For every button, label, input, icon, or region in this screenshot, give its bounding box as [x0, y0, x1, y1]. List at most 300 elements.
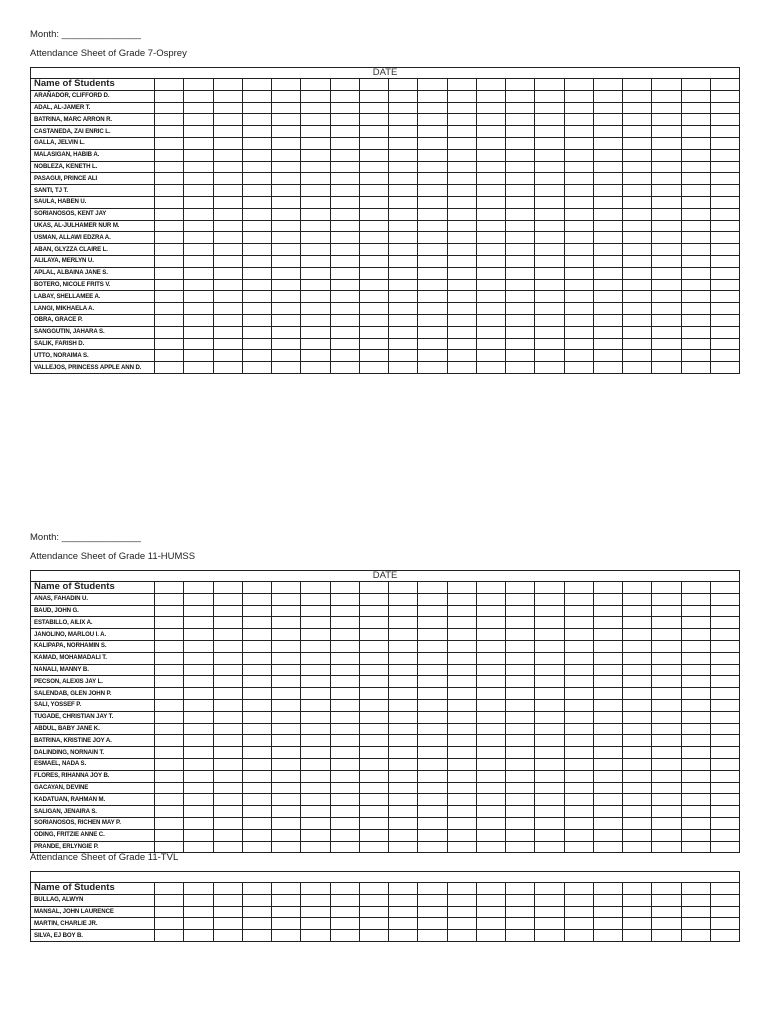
attendance-cell: [184, 664, 213, 676]
attendance-cell: [593, 291, 622, 303]
student-name: SALIGAN, JENAIRA S.: [31, 806, 155, 818]
attendance-cell: [447, 770, 476, 782]
attendance-cell: [155, 918, 184, 930]
attendance-cell: [593, 173, 622, 185]
attendance-cell: [155, 676, 184, 688]
attendance-cell: [564, 930, 593, 942]
attendance-cell: [184, 114, 213, 126]
attendance-cell: [301, 794, 330, 806]
attendance-cell: [535, 735, 564, 747]
attendance-cell: [535, 640, 564, 652]
attendance-cell: [476, 593, 505, 605]
attendance-cell: [447, 267, 476, 279]
attendance-cell: [242, 794, 271, 806]
attendance-cell: [184, 326, 213, 338]
attendance-cell: [330, 906, 359, 918]
attendance-cell: [476, 664, 505, 676]
student-row: [31, 676, 740, 688]
attendance-cell: [564, 688, 593, 700]
attendance-cell: [447, 688, 476, 700]
attendance-cell: [242, 711, 271, 723]
attendance-cell: [710, 173, 739, 185]
attendance-cell: [476, 267, 505, 279]
attendance-cell: [389, 326, 418, 338]
attendance-cell: [564, 208, 593, 220]
attendance-cell: [535, 676, 564, 688]
student-name: SORIANOSOS, RICHEN MAY P.: [31, 817, 155, 829]
attendance-cell: [447, 114, 476, 126]
attendance-cell: [447, 711, 476, 723]
attendance-cell: [476, 688, 505, 700]
attendance-cell: [272, 303, 301, 315]
attendance-cell: [652, 326, 681, 338]
attendance-cell: [155, 894, 184, 906]
attendance-cell: [623, 605, 652, 617]
attendance-cell: [623, 267, 652, 279]
date-column-cell: [710, 79, 739, 91]
attendance-cell: [447, 894, 476, 906]
attendance-cell: [593, 196, 622, 208]
attendance-cell: [623, 303, 652, 315]
attendance-cell: [242, 770, 271, 782]
attendance-cell: [623, 735, 652, 747]
attendance-cell: [418, 149, 447, 161]
attendance-cell: [330, 747, 359, 759]
attendance-cell: [389, 196, 418, 208]
attendance-cell: [564, 114, 593, 126]
attendance-cell: [623, 291, 652, 303]
date-header: [31, 872, 740, 883]
attendance-cell: [301, 806, 330, 818]
attendance-cell: [623, 149, 652, 161]
attendance-cell: [476, 208, 505, 220]
attendance-cell: [535, 629, 564, 641]
attendance-cell: [301, 244, 330, 256]
attendance-cell: [359, 930, 388, 942]
attendance-cell: [447, 640, 476, 652]
attendance-cell: [652, 735, 681, 747]
attendance-cell: [242, 930, 271, 942]
attendance-cell: [535, 758, 564, 770]
attendance-cell: [359, 723, 388, 735]
attendance-cell: [506, 688, 535, 700]
attendance-cell: [389, 593, 418, 605]
attendance-cell: [593, 161, 622, 173]
attendance-cell: [330, 126, 359, 138]
attendance-cell: [681, 782, 710, 794]
attendance-cell: [623, 255, 652, 267]
attendance-cell: [593, 770, 622, 782]
date-column-cell: [652, 582, 681, 594]
attendance-cell: [564, 829, 593, 841]
sheet-title-grade11-humss: Attendance Sheet of Grade 11-HUMSS: [30, 551, 196, 562]
attendance-cell: [213, 326, 242, 338]
attendance-cell: [359, 220, 388, 232]
attendance-cell: [359, 185, 388, 197]
attendance-cell: [681, 711, 710, 723]
attendance-cell: [272, 173, 301, 185]
attendance-cell: [564, 137, 593, 149]
attendance-cell: [564, 605, 593, 617]
attendance-cell: [359, 794, 388, 806]
attendance-cell: [506, 758, 535, 770]
attendance-cell: [330, 291, 359, 303]
attendance-cell: [447, 149, 476, 161]
attendance-cell: [447, 350, 476, 362]
attendance-cell: [506, 829, 535, 841]
attendance-cell: [213, 303, 242, 315]
student-row: [31, 303, 740, 315]
attendance-cell: [564, 90, 593, 102]
attendance-cell: [330, 149, 359, 161]
student-row: [31, 829, 740, 841]
attendance-cell: [301, 723, 330, 735]
attendance-cell: [389, 232, 418, 244]
attendance-cell: [359, 817, 388, 829]
date-column-cell: [184, 582, 213, 594]
attendance-cell: [301, 735, 330, 747]
date-column-cell: [155, 883, 184, 895]
attendance-cell: [710, 640, 739, 652]
attendance-cell: [242, 918, 271, 930]
attendance-cell: [359, 770, 388, 782]
attendance-cell: [710, 794, 739, 806]
attendance-cell: [681, 629, 710, 641]
attendance-cell: [242, 894, 271, 906]
student-name: SANGGUTIN, JAHARA S.: [31, 326, 155, 338]
attendance-cell: [155, 220, 184, 232]
attendance-cell: [476, 185, 505, 197]
attendance-cell: [593, 267, 622, 279]
attendance-cell: [155, 930, 184, 942]
attendance-cell: [652, 758, 681, 770]
attendance-cell: [652, 114, 681, 126]
attendance-cell: [184, 149, 213, 161]
attendance-cell: [535, 114, 564, 126]
attendance-cell: [213, 629, 242, 641]
attendance-cell: [301, 782, 330, 794]
attendance-cell: [476, 232, 505, 244]
attendance-cell: [593, 114, 622, 126]
attendance-table-grade7: [30, 67, 740, 374]
attendance-cell: [535, 291, 564, 303]
attendance-cell: [652, 652, 681, 664]
attendance-cell: [272, 758, 301, 770]
attendance-cell: [184, 173, 213, 185]
attendance-cell: [418, 806, 447, 818]
attendance-cell: [535, 593, 564, 605]
attendance-cell: [535, 806, 564, 818]
attendance-cell: [623, 817, 652, 829]
attendance-cell: [242, 817, 271, 829]
date-column-cell: [564, 79, 593, 91]
student-name: ALILAYA, MERLYN U.: [31, 255, 155, 267]
date-column-cell: [272, 79, 301, 91]
student-row: [31, 126, 740, 138]
attendance-cell: [389, 267, 418, 279]
attendance-cell: [155, 137, 184, 149]
attendance-cell: [623, 711, 652, 723]
attendance-cell: [564, 735, 593, 747]
attendance-cell: [476, 735, 505, 747]
student-row: [31, 362, 740, 374]
attendance-cell: [418, 794, 447, 806]
attendance-cell: [389, 314, 418, 326]
attendance-cell: [301, 918, 330, 930]
attendance-cell: [272, 314, 301, 326]
attendance-cell: [564, 173, 593, 185]
attendance-cell: [418, 640, 447, 652]
attendance-cell: [418, 817, 447, 829]
attendance-cell: [330, 244, 359, 256]
attendance-cell: [389, 244, 418, 256]
attendance-cell: [681, 806, 710, 818]
attendance-cell: [242, 90, 271, 102]
attendance-cell: [301, 930, 330, 942]
attendance-cell: [710, 688, 739, 700]
attendance-cell: [564, 758, 593, 770]
student-name: FLORES, RIHANNA JOY B.: [31, 770, 155, 782]
student-name: SANTI, TJ T.: [31, 185, 155, 197]
attendance-cell: [184, 291, 213, 303]
attendance-cell: [301, 906, 330, 918]
attendance-cell: [389, 102, 418, 114]
attendance-cell: [564, 244, 593, 256]
attendance-cell: [652, 220, 681, 232]
student-row: [31, 605, 740, 617]
student-row: [31, 244, 740, 256]
attendance-cell: [418, 688, 447, 700]
student-row: [31, 723, 740, 735]
attendance-cell: [681, 906, 710, 918]
attendance-cell: [710, 782, 739, 794]
attendance-cell: [359, 699, 388, 711]
attendance-cell: [652, 102, 681, 114]
attendance-cell: [506, 350, 535, 362]
attendance-cell: [418, 338, 447, 350]
attendance-cell: [155, 267, 184, 279]
attendance-cell: [476, 829, 505, 841]
attendance-cell: [184, 279, 213, 291]
attendance-cell: [359, 806, 388, 818]
attendance-cell: [652, 303, 681, 315]
attendance-cell: [710, 149, 739, 161]
attendance-cell: [301, 208, 330, 220]
attendance-cell: [710, 652, 739, 664]
attendance-cell: [330, 255, 359, 267]
attendance-cell: [242, 629, 271, 641]
attendance-cell: [242, 758, 271, 770]
attendance-cell: [535, 688, 564, 700]
attendance-cell: [593, 102, 622, 114]
attendance-cell: [710, 208, 739, 220]
attendance-cell: [535, 699, 564, 711]
attendance-cell: [389, 930, 418, 942]
student-name: MANSAL, JOHN LAURENCE: [31, 906, 155, 918]
attendance-cell: [652, 723, 681, 735]
attendance-cell: [535, 137, 564, 149]
attendance-cell: [184, 782, 213, 794]
attendance-cell: [155, 593, 184, 605]
attendance-cell: [389, 699, 418, 711]
attendance-cell: [710, 362, 739, 374]
attendance-cell: [564, 617, 593, 629]
attendance-cell: [184, 930, 213, 942]
attendance-cell: [710, 605, 739, 617]
attendance-cell: [418, 829, 447, 841]
attendance-cell: [623, 593, 652, 605]
student-row: [31, 664, 740, 676]
attendance-cell: [593, 906, 622, 918]
attendance-cell: [272, 244, 301, 256]
attendance-cell: [272, 617, 301, 629]
attendance-cell: [447, 362, 476, 374]
date-column-cell: [652, 883, 681, 895]
attendance-cell: [447, 829, 476, 841]
attendance-cell: [652, 279, 681, 291]
attendance-cell: [564, 640, 593, 652]
attendance-cell: [301, 314, 330, 326]
attendance-cell: [506, 676, 535, 688]
attendance-cell: [301, 676, 330, 688]
attendance-cell: [301, 640, 330, 652]
student-name: OBRA, GRACE P.: [31, 314, 155, 326]
attendance-cell: [330, 676, 359, 688]
attendance-cell: [272, 806, 301, 818]
attendance-cell: [447, 806, 476, 818]
attendance-cell: [418, 326, 447, 338]
attendance-cell: [535, 362, 564, 374]
attendance-cell: [418, 758, 447, 770]
student-name: USMAN, ALLAWI EDZRA A.: [31, 232, 155, 244]
attendance-cell: [301, 338, 330, 350]
attendance-cell: [681, 137, 710, 149]
attendance-cell: [213, 149, 242, 161]
attendance-cell: [418, 279, 447, 291]
attendance-cell: [301, 841, 330, 853]
attendance-cell: [272, 676, 301, 688]
attendance-cell: [535, 817, 564, 829]
attendance-cell: [623, 906, 652, 918]
attendance-cell: [330, 723, 359, 735]
attendance-cell: [681, 894, 710, 906]
attendance-cell: [359, 149, 388, 161]
attendance-cell: [301, 605, 330, 617]
attendance-cell: [359, 267, 388, 279]
attendance-cell: [418, 350, 447, 362]
date-column-cell: [242, 79, 271, 91]
attendance-cell: [184, 208, 213, 220]
attendance-cell: [710, 279, 739, 291]
attendance-cell: [359, 90, 388, 102]
attendance-cell: [623, 114, 652, 126]
student-row: [31, 688, 740, 700]
attendance-cell: [359, 918, 388, 930]
attendance-cell: [359, 758, 388, 770]
attendance-cell: [652, 291, 681, 303]
attendance-cell: [330, 196, 359, 208]
student-row: [31, 794, 740, 806]
attendance-cell: [301, 747, 330, 759]
attendance-cell: [213, 841, 242, 853]
attendance-cell: [330, 362, 359, 374]
attendance-cell: [272, 906, 301, 918]
date-column-cell: [652, 79, 681, 91]
attendance-cell: [184, 806, 213, 818]
attendance-cell: [476, 794, 505, 806]
student-name: APLAL, ALBAINA JANE S.: [31, 267, 155, 279]
attendance-cell: [272, 688, 301, 700]
attendance-cell: [389, 629, 418, 641]
attendance-cell: [623, 279, 652, 291]
attendance-cell: [272, 918, 301, 930]
attendance-cell: [359, 711, 388, 723]
attendance-cell: [418, 747, 447, 759]
attendance-cell: [623, 244, 652, 256]
attendance-cell: [418, 114, 447, 126]
attendance-cell: [330, 829, 359, 841]
student-name: UTTO, NORAIMA S.: [31, 350, 155, 362]
attendance-cell: [710, 137, 739, 149]
attendance-cell: [681, 794, 710, 806]
attendance-cell: [301, 688, 330, 700]
student-row: [31, 640, 740, 652]
date-header-row: [31, 68, 740, 79]
attendance-cell: [535, 723, 564, 735]
date-column-cell: [272, 883, 301, 895]
attendance-cell: [330, 303, 359, 315]
attendance-cell: [155, 906, 184, 918]
attendance-cell: [418, 185, 447, 197]
attendance-cell: [506, 267, 535, 279]
attendance-cell: [593, 126, 622, 138]
name-header-row: [31, 79, 740, 91]
attendance-cell: [476, 90, 505, 102]
attendance-cell: [242, 723, 271, 735]
attendance-cell: [242, 605, 271, 617]
attendance-cell: [184, 735, 213, 747]
attendance-cell: [535, 314, 564, 326]
attendance-cell: [155, 617, 184, 629]
student-row: [31, 782, 740, 794]
attendance-cell: [564, 220, 593, 232]
attendance-cell: [710, 102, 739, 114]
attendance-cell: [593, 676, 622, 688]
student-row: [31, 314, 740, 326]
date-column-cell: [681, 79, 710, 91]
attendance-cell: [155, 699, 184, 711]
attendance-cell: [710, 161, 739, 173]
attendance-cell: [330, 806, 359, 818]
attendance-cell: [359, 629, 388, 641]
attendance-cell: [506, 735, 535, 747]
attendance-cell: [359, 906, 388, 918]
student-name: CASTANEDA, ZAI ENRIC L.: [31, 126, 155, 138]
student-row: [31, 652, 740, 664]
attendance-cell: [710, 894, 739, 906]
attendance-cell: [535, 930, 564, 942]
attendance-cell: [535, 782, 564, 794]
attendance-cell: [272, 279, 301, 291]
attendance-cell: [652, 362, 681, 374]
attendance-cell: [272, 267, 301, 279]
attendance-cell: [155, 126, 184, 138]
attendance-cell: [213, 723, 242, 735]
student-name: SAULA, HABEN U.: [31, 196, 155, 208]
date-column-cell: [506, 883, 535, 895]
student-name: ANAS, FAHADIN U.: [31, 593, 155, 605]
attendance-cell: [535, 711, 564, 723]
